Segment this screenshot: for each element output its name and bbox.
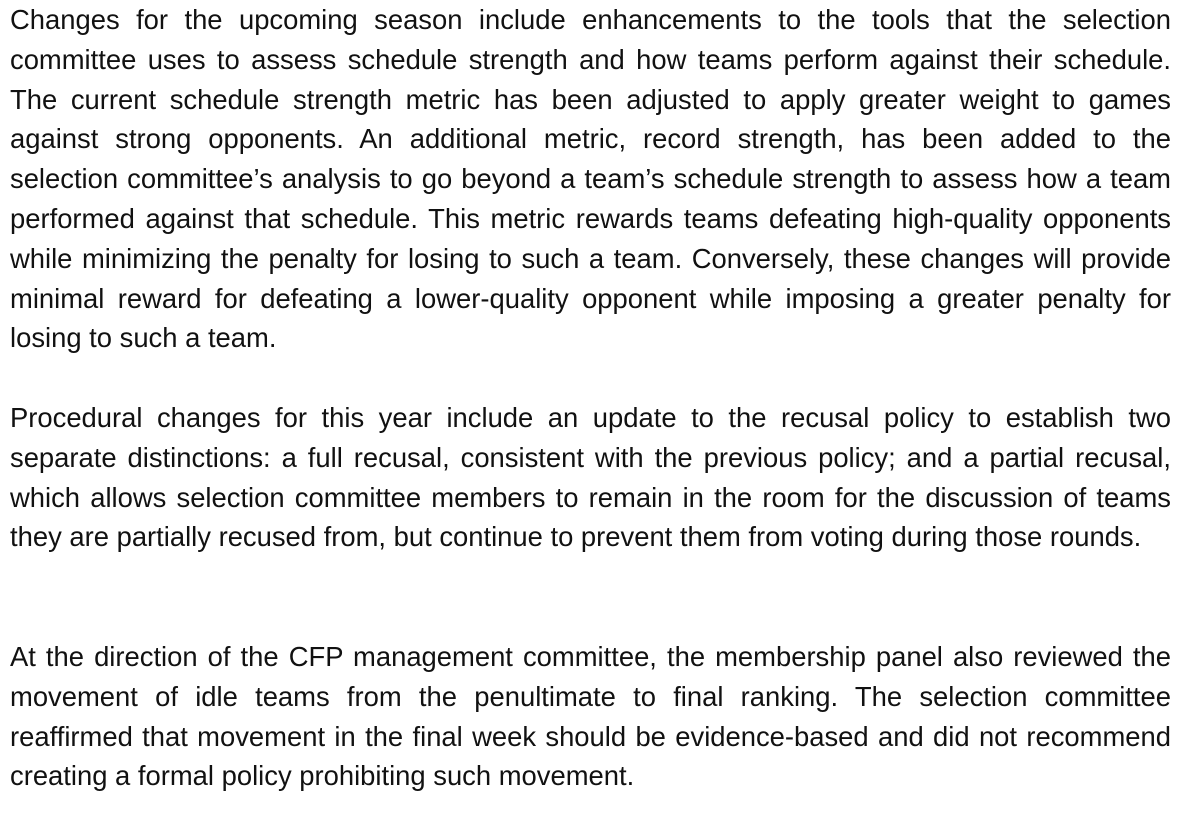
paragraph-idle-teams: At the direction of the CFP management committee, the membership panel also reviewed the movement of idle teams from the penultimate to final ranking. The selection committee reaffirmed that movement in the final week should be evidence-based and did not recommend creating a formal policy prohibiting such movement. xyxy=(10,641,1171,792)
paragraph-schedule-strength: Changes for the upcoming season include enhancements to the tools that the selection committee uses to assess schedule strength and how teams perform against their schedule. The current schedule strength metric has been adjusted to apply greater weight to games against strong opponents. An additional metric, record strength, has been added to the selection committee’s analysis to go beyond a team’s schedule strength to assess how a team performed against that schedule. This metric rewards teams defeating high-quality opponents while minimizing the penalty for losing to such a team. Conversely, these changes will provide minimal reward for defeating a lower-quality opponent while imposing a greater penalty for losing to such a team. xyxy=(10,4,1171,354)
paragraph-recusal-policy: Procedural changes for this year include an update to the recusal policy to establish two separate distinctions: a full recusal, consistent with the previous policy; and a partial recusal, which allows selection committee members to remain in the room for the discussion of teams they are partially recused from, but continue to prevent them from voting during those rounds. xyxy=(10,402,1171,553)
